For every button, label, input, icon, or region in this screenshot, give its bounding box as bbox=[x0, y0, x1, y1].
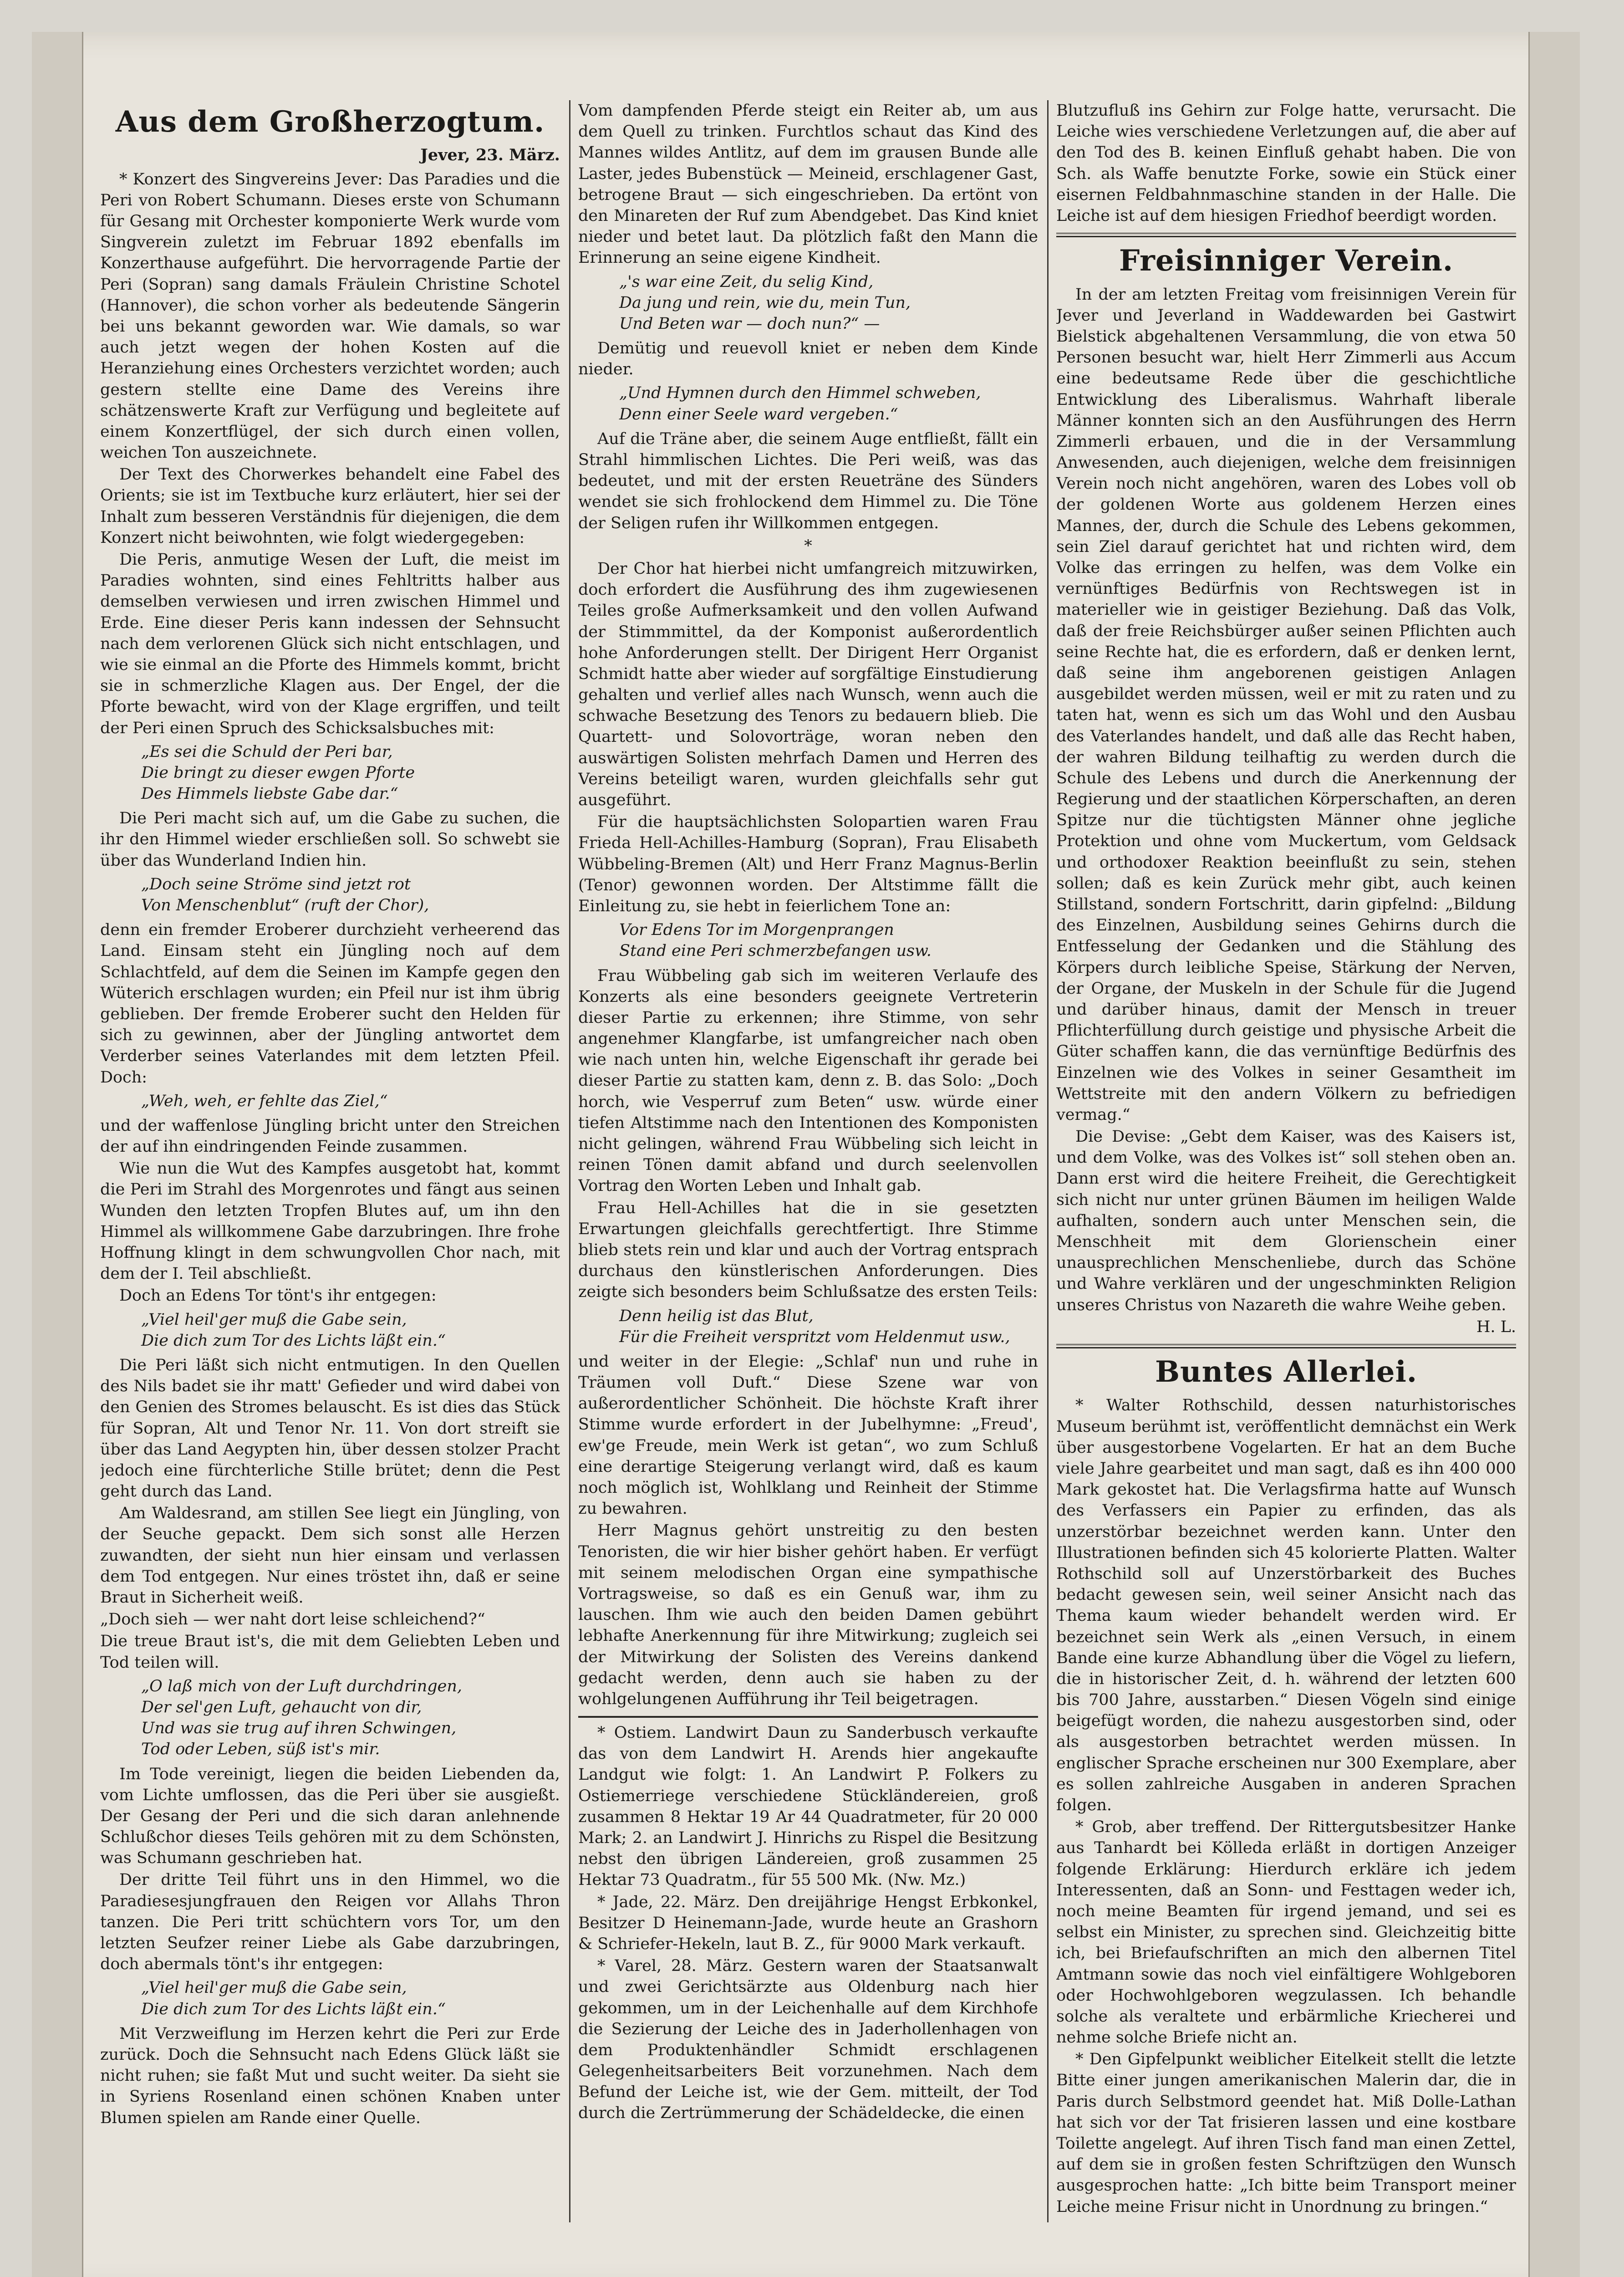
news-item: * Ostiem. Landwirt Daun zu Sanderbusch verkaufte das von dem Landwirt H. Arends hier angekaufte Landgut wie folgt: 1. An Landwirt P. Folkers zu Ostiemerriege verschiedene Stückländereien, groß zusammen 8 Hektar 19 Ar 44 Quadratmeter, für 20 000 Mark; 2. an Landwirt J. Hinrichs zu Rispel die Besitzung nebst den übrigen Ländereien, groß zusammen 25 Hektar 73 Quadratm., für 55 500 Mk. (Nw. Mz.) bbox=[578, 1724, 1038, 1889]
verse-line: Vor Edens Tor im Morgenprangen bbox=[619, 921, 894, 939]
section-heading: Aus dem Großherzogtum. bbox=[115, 105, 545, 139]
verse-line: Die dich zum Tor des Lichts läßt ein.“ bbox=[141, 1331, 446, 1350]
paragraph: Herr Magnus gehört unstreitig zu den besten Tenoristen, die wir hier bisher gehört haben. Er verfügt mit seinem melodischen Organ eine sympathische Vortragsweise, so daß es ein Genuß war, ihm zu lauschen. Ihm wie auch den beiden Damen gebührt lebhafte Anerkennung für ihre Mitwirkung; zugleich sei der Mitwirkung der Solisten des Vereins dankend gedacht werden, denn auch sie haben zu der wohlgelungenen Aufführung ihr Teil beigetragen. bbox=[578, 1521, 1038, 1708]
verse-line: Da jung und rein, wie du, mein Tun, bbox=[619, 293, 911, 312]
left-binding-margin bbox=[32, 32, 83, 2277]
verse-line: „Viel heil'ger muß die Gabe sein, bbox=[141, 1979, 407, 1997]
paragraph: Die Peri läßt sich nicht entmutigen. In den Quellen des Nils badet sie ihr matt' Gefieder und wird dabei von den Genien des Stromes belauscht. Es ist dies das Stück für Sopran, Alt und Tenor Nr. 11. Von dort streift sie über das Land Aegypten hin, über dessen stolzer Pracht jedoch eine fürchterliche Stille brütet; denn die Pest geht durch das Land. bbox=[100, 1356, 560, 1501]
verse-line: Denn einer Seele ward vergeben.“ bbox=[619, 405, 898, 424]
paragraph: Die Peri macht sich auf, um die Gabe zu suchen, die ihr den Himmel wieder erschließen soll. So schwebt sie über das Wunderland Indien hin. bbox=[100, 809, 560, 870]
paragraph: Der Chor hat hierbei nicht umfangreich mitzuwirken, doch erfordert die Ausführung des ihm zugewiesenen Teiles große Aufmerksamkeit und den vollen Aufwand der Stimmmittel, da der Komponist außerordentlich hohe Anforderungen stellt. Der Dirigent Herr Organist Schmidt hatte aber wieder auf sorgfältige Einstudierung gehalten und verlief alles nach Wunsch, wenn auch die schwache Besetzung des Tenors zu bedauern blieb. Die Quartett- und Solovorträge, woran neben den auswärtigen Solisten mehrfach Damen und Herren des Vereins beteiligt waren, wurden gleichfalls sehr gut ausgeführt. bbox=[578, 559, 1038, 809]
column-divider bbox=[1047, 100, 1049, 2222]
paragraph: Frau Wübbeling gab sich im weiteren Verlaufe des Konzerts als eine besonders geeignete Vertreterin dieser Partie zu erkennen; ihre Stimme, von sehr angenehmer Klangfarbe, ist umfangreicher nach oben wie nach unten hin, welche Eigenschaft ihr gerade bei dieser Partie zu statten kam, denn z. B. das Solo: „Doch horch, wie Vesperruf zum Beten“ usw. würde einer tiefen Altstimme nach den Intentionen des Komponisten nicht gelingen, während Frau Wübbeling sich leicht in reinen Tönen damit abfand und durch seelenvollen Vortrag den Worten Leben und Inhalt gab. bbox=[578, 966, 1038, 1195]
news-item: * Varel, 28. März. Gestern waren der Staatsanwalt und zwei Gerichtsärzte aus Oldenburg nach hier gekommen, um in der Leichenhalle auf dem Kirchhofe die Sezierung der Leiche des in Jaderhollenhagen von dem Produktenhändler Schmidt erschlagenen Gelegenheitsarbeiters Beit vorzunehmen. Nach dem Befund der Leiche ist, wie der Gem. mitteilt, der Tod durch die Zertrümmerung der Schädeldecke, die einen bbox=[578, 1957, 1038, 2123]
section-heading: Freisinniger Verein. bbox=[1119, 244, 1454, 278]
verse-line: „Und Hymnen durch den Himmel schweben, bbox=[619, 384, 981, 403]
verse-line: Und was sie trug auf ihren Schwingen, bbox=[141, 1719, 457, 1738]
verse-line: Die bringt zu dieser ewgen Pforte bbox=[141, 763, 415, 782]
paragraph: Demütig und reuevoll kniet er neben dem Kinde nieder. bbox=[578, 339, 1038, 379]
paragraph: Doch an Edens Tor tönt's ihr entgegen: bbox=[119, 1287, 437, 1305]
verse-line: „'s war eine Zeit, du selig Kind, bbox=[619, 272, 874, 291]
column-divider bbox=[569, 100, 570, 2222]
verse-line: Des Himmels liebste Gabe dar.“ bbox=[141, 785, 398, 803]
verse-line: „Viel heil'ger muß die Gabe sein, bbox=[141, 1310, 407, 1329]
verse-line: „Doch seine Ströme sind jetzt rot bbox=[141, 875, 411, 893]
paragraph: Der Text des Chorwerkes behandelt eine Fabel des Orients; sie ist im Textbuche kurz erläutert, hier sei der Inhalt zum besseren Verständnis für diejenigen, die dem Konzert nicht beiwohnten, wie folgt wiedergegeben: bbox=[100, 465, 560, 547]
verse-line: „O laß mich von der Luft durchdringen, bbox=[141, 1677, 463, 1695]
paragraph: Wie nun die Wut des Kampfes ausgetobt hat, kommt die Peri im Strahl des Morgenrotes und fängt aus seinen Wunden den letzten Tropfen Blutes auf, um ihn den Himmel als willkommene Gabe darzubringen. Ihre frohe Hoffnung klingt in dem schwungvollen Chor nach, mit dem der I. Teil abschließt. bbox=[100, 1159, 560, 1283]
verse-line: Die dich zum Tor des Lichts läßt ein.“ bbox=[141, 2000, 446, 2018]
dateline: Jever, 23. März. bbox=[420, 146, 560, 165]
verse-line: Von Menschenblut“ (ruft der Chor), bbox=[141, 896, 429, 915]
paragraph: Am Waldesrand, am stillen See liegt ein Jüngling, von der Seuche gepackt. Dem sich sonst alle Herzen zuwandten, der sieht nun hier einsam und verlassen dem Tod entgegen. Nur eines tröstet ihn, daß er seine Braut in Sicherheit weiß. bbox=[100, 1504, 560, 1607]
newspaper-page bbox=[32, 32, 1580, 2277]
paragraph: In der am letzten Freitag vom freisinnigen Verein für Jever und Jeverland in Waddewarden bei Gastwirt Bielstick abgehaltenen Versammlung, die von etwa 50 Personen besucht war, hielt Herr Zimmerli aus Accum eine bedeutsame Rede über die geschichtliche Entwicklung des Liberalismus. Wahrhaft liberale Männer konnten sich an den Ausführungen des Herrn Zimmerli erbauen, und die in der Versammlung Anwesenden, auch diejenigen, welche dem freisinnigen Verein noch nicht angehören, waren des Lobes voll ob der goldenen Worte aus goldenem Herzen eines Mannes, der, durch die Schule des Lebens gekommen, sein Ziel darauf gerichtet hat und richten wird, dem Volke das erringen zu helfen, was dem Volke ein vernünftiges Bedürfnis von Rechtswegen ist in materieller wie in geistiger Beziehung. Daß das Volk, daß der freie Reichsbürger außer seinen Pflichten auch seine Rechte hat, die es erfordern, daß er denken lernt, daß seine ihm angeborenen geistigen Anlagen ausgebildet werden müssen, weil er mit zu raten und zu taten hat, wenn es sich um das Wohl und den Ausbau des Vaterlandes handelt, und daß alle das Recht haben, der wahren Bildung teilhaftig zu werden durch die Schule des Lebens und durch die Anerkennung der Regierung und der staatlichen Körperschaften, an deren Spitze nur die tüchtigsten Männer ohne jegliche Protektion und ohne vom Muckertum, vom Geldsack und orthodoxer Reaktion beeinflußt zu sein, stehen sollen; daß es kein Zurück mehr gibt, auch keinen Stillstand, sondern Fortschritt, darin gipfelnd: „Bildung des Einzelnen, Ausbildung seines Gehirns durch die Entfesselung der Gedanken und die Stählung des Körpers durch leibliche Speise, Stärkung der Nerven, der Organe, der Muskeln in der Schule für die Jugend und darüber hinaus, damit der Mensch in treuer Pflichterfüllung durch geistige und physische Arbeit die Güter schaffen kann, die das vernünftige Bedürfnis des Einzelnen wie des Volkes in seiner Gesamtheit im Wettstreite mit den andern Völkern zu befriedigen vermag.“ bbox=[1056, 285, 1516, 1124]
paragraph: und weiter in der Elegie: „Schlaf' nun und ruhe in Träumen voll Duft.“ Diese Szene war von außerordentlicher Schönheit. Die höchste Kraft ihrer Stimme wurde erfordert in der Jubelhymne: „Freud', ew'ge Freude, mein Werk ist getan“, wo zum Schluß eine derartige Steigerung verlangt wird, daß es kaum noch möglich ist, Wohlklang und Reinheit der Stimme zu bewahren. bbox=[578, 1352, 1038, 1518]
news-item: * Walter Rothschild, dessen naturhistorisches Museum berühmt ist, veröffentlicht demnächst ein Werk über ausgestorbene Vogelarten. Er hat an dem Buche viele Jahre gearbeitet und man sagt, daß es ihn 400 000 Mark gekostet hat. Die Verlagsfirma hatte auf Wunsch des Verfassers ein Papier zu erfinden, das als unzerstörbar bezeichnet werden kann. Unter den Illustrationen befinden sich 45 kolorierte Platten. Walter Rothschild soll auf Unzerstörbarkeit des Buches bedacht gewesen sein, weil seiner Ansicht nach das Thema kaum wieder behandelt werden wird. Er bezeichnet sein Werk als „einen Versuch, in einem Bande eine kurze Abhandlung über die Vögel zu liefern, die in historischer Zeit, d. h. während der letzten 600 bis 700 Jahre, ausstarben.“ Diesen Vögeln sind einige beigefügt worden, die nahezu ausgestorben sind, oder als ausgestorben betrachtet werden müssen. In englischer Sprache erscheinen nur 300 Exemplare, aber es sollen zahlreiche Ausgaben in anderen Sprachen folgen. bbox=[1056, 1396, 1516, 1814]
paragraph: Die Devise: „Gebt dem Kaiser, was des Kaisers ist, und dem Volke, was des Volkes ist“ soll stehen oben an. Dann erst wird die heitere Freiheit, die Gerechtigkeit sich nicht nur unter grünen Bäumen im heiligen Walde aufhalten, sondern auch unter Menschen sein, die Menschheit mit dem Glorienschein einer unausprechlichen Menschenliebe, durch das Schöne und Wahre verklären und der ungeschminkten Religion unseres Christus von Nazareth die wahre Weihe geben. bbox=[1056, 1128, 1516, 1314]
verse bbox=[141, 1977, 560, 2019]
paragraph: Im Tode vereinigt, liegen die beiden Liebenden da, vom Lichte umflossen, das die Peri über sie ausgießt. Der Gesang der Peri und die sich daran anlehnende Schlußchor dieses Teils gehören mit zu dem Schönsten, was Schumann geschrieben hat. bbox=[100, 1765, 560, 1868]
paragraph: Der dritte Teil führt uns in den Himmel, wo die Paradiesesjungfrauen den Reigen vor Allahs Thron tanzen. Die Peri tritt schüchtern vors Tor, um den letzten Seufzer reiner Liebe als Gabe darzubringen, doch abermals tönt's ihr entgegen: bbox=[100, 1871, 560, 1974]
right-binding-margin bbox=[1528, 32, 1580, 2277]
verse-line: Und Beten war — doch nun?“ — bbox=[619, 314, 880, 333]
paragraph: Mit Verzweiflung im Herzen kehrt die Peri zur Erde zurück. Doch die Sehnsucht nach Edens Glück läßt sie nicht ruhen; sie faßt Mut und sucht weiter. Da sieht sie in Syriens Rosenland einen schönen Knaben unter Blumen spielen am Rande einer Quelle. bbox=[100, 2024, 560, 2127]
paragraph: Vom dampfenden Pferde steigt ein Reiter ab, um aus dem Quell zu trinken. Furchtlos schaut das Kind des Mannes wildes Antlitz, auf dem im grausen Bunde alle Laster, jedes Bubenstück — Meineid, erschlagener Gast, betrogene Braut — sich eingeschrieben. Da ertönt von den Minareten der Ruf zum Abendgebet. Das Kind kniet nieder und betet laut. Da plötzlich faßt den Mann die Erinnerung an seine eigene Kindheit. bbox=[578, 102, 1038, 267]
paragraph: Frau Hell-Achilles hat die in sie gesetzten Erwartungen gleichfalls gerechtfertigt. Ihre Stimme blieb stets rein und klar und auch der Vortrag entsprach durchaus den künstlerischen Anforderungen. Dies zeigte sich besonders beim Schlußsatze des ersten Teils: bbox=[578, 1199, 1038, 1302]
verse bbox=[141, 1676, 560, 1760]
verse bbox=[141, 1309, 560, 1351]
paragraph: Auf die Träne aber, die seinem Auge entfließt, fällt ein Strahl himmlischen Lichtes. Die Peri weiß, was das bedeutet, und mit der ersten Reueträne des Sünders wendet sie sich frohlockend dem Himmel zu. Die Töne der Seligen rufen ihr Willkommen entgegen. bbox=[578, 429, 1038, 532]
horizontal-rule bbox=[1056, 1344, 1516, 1348]
verse bbox=[141, 1091, 560, 1112]
paragraph: Für die hauptsächlichsten Solopartien waren Frau Frieda Hell-Achilles-Hamburg (Sopran), Frau Elisabeth Wübbeling-Bremen (Alt) und Herr Franz Magnus-Berlin (Tenor) gewonnen worden. Der Altstimme fällt die Einleitung zu, sie hebt in feierlichem Tone an: bbox=[578, 813, 1038, 915]
paragraph: denn ein fremder Eroberer durchzieht verheerend das Land. Einsam steht ein Jüngling noch auf dem Schlachtfeld, auf dem die Seinen im Kampfe gegen den Wüterich erschlagen wurden; ein Pfeil nur ist ihm übrig geblieben. Der fremde Eroberer sucht den Helden für sich zu gewinnen, aber der Jüngling antwortet dem Verderber seines Vaterlandes mit dem letzten Pfeil. Doch: bbox=[100, 921, 560, 1087]
verse-line: Stand eine Peri schmerzbefangen usw. bbox=[619, 942, 932, 960]
paragraph: * Konzert des Singvereins Jever: Das Paradies und die Peri von Robert Schumann. Dieses erste von Schumann für Gesang mit Orchester komponierte Werk wurde vom Singverein zuletzt im Februar 1892 ebenfalls im Konzerthause aufgeführt. Die hervorragende Partie der Peri (Sopran) sang damals Fräulein Christine Schotel (Hannover), die schon vorher als bedeutende Sängerin bei uns bekannt geworden war. Wie damals, so war auch jetzt wegen der hohen Kosten auf die Heranziehung eines Orchesters verzichtet worden; auch gestern stellte eine Dame des Vereins ihre schätzenswerte Kraft zur Verfügung und begleitete auf einem Konzertflügel, der sich durch einen vollen, weichen Ton auszeichnete. bbox=[100, 170, 560, 462]
verse bbox=[619, 271, 1038, 335]
paragraph: Die Peris, anmutige Wesen der Luft, die meist im Paradies wohnten, sind eines Fehltritts halber aus demselben verwiesen und irren zwischen Himmel und Erde. Eine dieser Peris kann indessen der Sehnsucht nach dem verlorenen Glück sich nicht entschlagen, und wie sie einmal an die Pforte des Himmels kommt, bricht sie in schmerzliche Klagen aus. Der Engel, der die Pforte bewacht, wird von der Klage ergriffen, und teilt der Peri einen Spruch des Schicksalsbuches mit: bbox=[100, 551, 560, 737]
column-1 bbox=[100, 100, 560, 2222]
paragraph: und der waffenlose Jüngling bricht unter den Streichen der auf ihn eindringenden Feinde zusammen. bbox=[100, 1116, 560, 1156]
verse-line: Tod oder Leben, süß ist's mir. bbox=[141, 1740, 380, 1759]
paragraph: „Doch sieh — wer naht dort leise schleichend?“ bbox=[100, 1610, 485, 1629]
section-heading: Buntes Allerlei. bbox=[1155, 1354, 1418, 1389]
paragraph: Blutzufluß ins Gehirn zur Folge hatte, verursacht. Die Leiche wies verschiedene Verletzungen auf, die aber auf den Tod des B. keinen Einfluß gehabt haben. Die von Sch. als Waffe benutzte Forke, sowie ein Stück einer eisernen Feldbahnmaschine standen in der Halle. Die Leiche ist auf dem hiesigen Friedhof beerdigt worden. bbox=[1056, 102, 1516, 225]
verse bbox=[141, 741, 560, 805]
verse-line: Denn heilig ist das Blut, bbox=[619, 1307, 814, 1325]
horizontal-rule bbox=[578, 1716, 1038, 1718]
verse bbox=[619, 1306, 1038, 1348]
news-item: * Grob, aber treffend. Der Rittergutsbesitzer Hanke aus Tanhardt bei Kölleda erläßt in dortigen Anzeiger folgende Erklärung: Hierdurch erkläre ich jedem Interessenten, daß an Sonn- und Festtagen weder ich, noch meine Beamten für irgend jemand, und sei es selbst ein Minister, zu sprechen sind. Gleichzeitig bitte ich, bei Briefaufschriften an mich den albernen Titel Amtmann sowie das noch viel einfältigere Wohlgeboren oder Hochwohlgeboren wegzulassen. Ich behandle solche als veraltete und erbärmliche Kriecherei und nehme solche Briefe nicht an. bbox=[1056, 1818, 1516, 2047]
column-2 bbox=[578, 100, 1038, 2222]
section-separator-star: * bbox=[804, 536, 812, 555]
verse-line: Für die Freiheit verspritzt vom Heldenmut usw., bbox=[619, 1327, 1010, 1346]
verse-line: „Es sei die Schuld der Peri bar, bbox=[141, 742, 393, 761]
verse-line: Der sel'gen Luft, gehaucht von dir, bbox=[141, 1698, 422, 1716]
verse bbox=[619, 919, 1038, 961]
author-signature: H. L. bbox=[1476, 1317, 1516, 1336]
verse bbox=[619, 383, 1038, 424]
horizontal-rule bbox=[1056, 233, 1516, 237]
verse bbox=[141, 874, 560, 916]
column-3 bbox=[1056, 100, 1516, 2222]
news-item: * Jade, 22. März. Den dreijährige Hengst Erbkonkel, Besitzer D Heinemann-Jade, wurde heute an Grashorn & Schriefer-Hekeln, laut B. Z., für 9000 Mark verkauft. bbox=[578, 1893, 1038, 1953]
news-item: * Den Gipfelpunkt weiblicher Eitelkeit stellt die letzte Bitte einer jungen amerikanischen Malerin dar, die in Paris durch Selbstmord geendet hat. Miß Dolle-Lathan hat sich vor der Tat frisieren lassen und eine kostbare Toilette angelegt. Auf ihren Tisch fand man einen Zettel, auf dem sie in großen festen Schriftzügen den Wunsch ausgesprochen hatte: „Ich bitte beim Transport meiner Leiche meine Frisur nicht in Unordnung zu bringen.“ bbox=[1056, 2050, 1516, 2216]
paragraph: Die treue Braut ist's, die mit dem Geliebten Leben und Tod teilen will. bbox=[100, 1632, 560, 1672]
verse-line: „Weh, weh, er fehlte das Ziel,“ bbox=[141, 1092, 388, 1110]
